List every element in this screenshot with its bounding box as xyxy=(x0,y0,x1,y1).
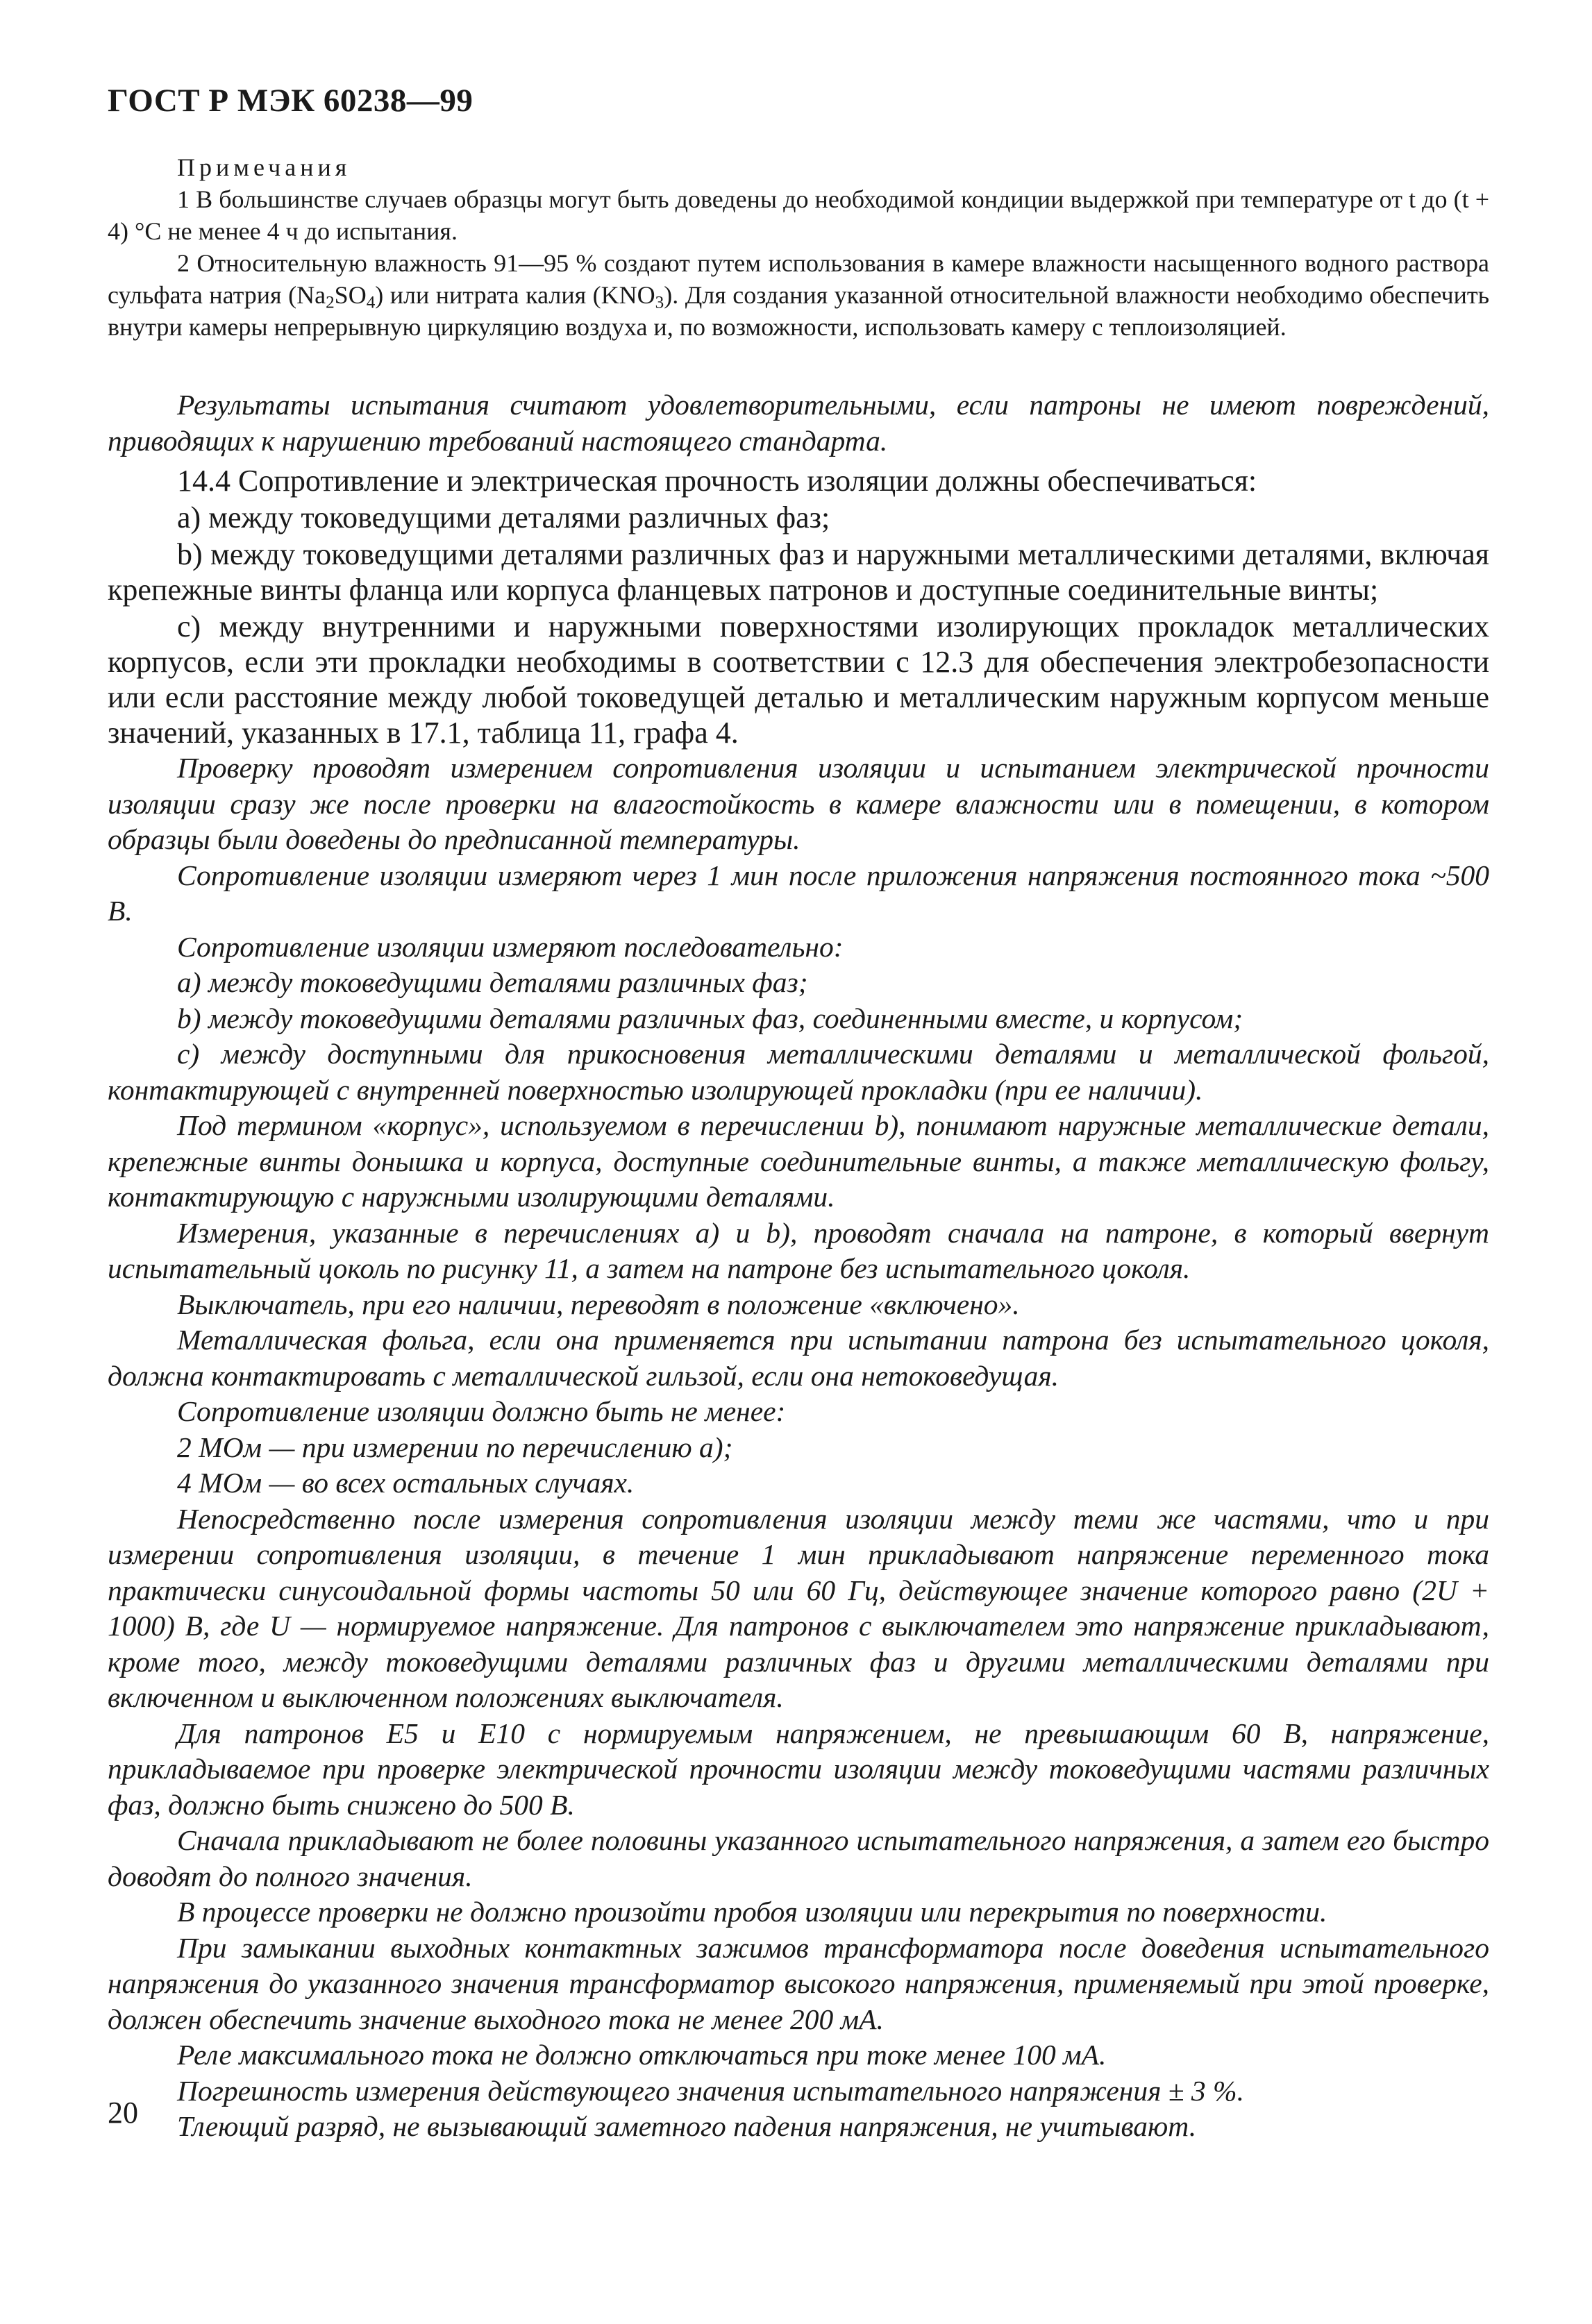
page-number: 20 xyxy=(108,2096,138,2130)
paragraph: Результаты испытания считают удовлетворительными, если патроны не имеют повреждений, приводящих к нарушению требований настоящего стандарта. xyxy=(108,389,1489,457)
list-item-a: а) между токоведущими деталями различных фаз; xyxy=(177,966,808,998)
notes-block xyxy=(108,151,1489,343)
note-1: 1 В большинстве случаев образцы могут быть доведены до необходимой кондиции выдержкой при температуре от t до (t + 4) °С не менее 4 ч до испытания. xyxy=(108,185,1489,245)
paragraph: 4 МОм — во всех остальных случаях. xyxy=(177,1467,635,1499)
main-text xyxy=(108,387,1489,2145)
paragraph: Сопротивление изоляции измеряют через 1 мин после приложения напряжения постоянного тока ~500 В. xyxy=(108,859,1489,927)
list-item-b: b) между токоведущими деталями различных фаз, соединенными вместе, и корпусом; xyxy=(177,1002,1243,1034)
paragraph: При замыкании выходных контактных зажимов трансформатора после доведения испытательного напряжения до указанного значения трансформатор высокого напряжения, применяемый при этой проверке, должен обеспечить значение выходного тока не менее 200 мА. xyxy=(108,1931,1489,2035)
list-item-a: а) между токоведущими деталями различных фаз; xyxy=(177,500,830,534)
paragraph: Металлическая фольга, если она применяется при испытании патрона без испытательного цоколя, должна контактировать с металлической гильзой, если она нетоковедущая. xyxy=(108,1324,1489,1392)
paragraph: Непосредственно после измерения сопротивления изоляции между теми же частями, что и при измерении сопротивления изоляции, в течение 1 мин прикладывают напряжение переменного тока практически синусоидальной формы частоты 50 или 60 Гц, действующее значение которого равно (2U + 1000) В, где U — нормируемое напряжение. Для патронов с выключателем это напряжение прикладывают, кроме того, между токоведущими деталями различных фаз и другими металлическими деталями при включенном и выключенном положениях выключателя. xyxy=(108,1502,1489,1713)
list-item-c: с) между доступными для прикосновения металлическими деталями и металлической фольгой, контактирующей с внутренней поверхностью изолирующей прокладки (при ее наличии). xyxy=(108,1038,1489,1106)
paragraph: Проверку проводят измерением сопротивления изоляции и испытанием электрической прочности изоляции сразу же после проверки на влагостойкость в камере влажности или в помещении, в котором образцы были доведены до предписанной температуры. xyxy=(108,752,1489,855)
document-header: ГОСТ Р МЭК 60238—99 xyxy=(108,83,474,119)
paragraph: Сначала прикладывают не более половины указанного испытательного напряжения, а затем его быстро доводят до полного значения. xyxy=(108,1824,1489,1892)
list-item-c: с) между внутренними и наружными поверхностями изолирующих прокладок металлических корпусов, если эти прокладки необходимы в соответствии с 12.3 для обеспечения электробезопасности или если расстояние между любой токоведущей деталью и металлическим наружным корпусом меньше значений, указанных в 17.1, таблица 11, графа 4. xyxy=(108,609,1489,750)
paragraph: Для патронов Е5 и Е10 с нормируемым напряжением, не превышающим 60 В, напряжение, прикладываемое при проверке электрической прочности изоляции между токоведущими частями различных фаз, должно быть снижено до 500 В. xyxy=(108,1717,1489,1821)
paragraph: Сопротивление изоляции должно быть не менее: xyxy=(177,1395,786,1427)
notes-title: Примечания xyxy=(177,153,351,181)
paragraph: 2 МОм — при измерении по перечислению а); xyxy=(177,1431,733,1463)
clause-14-4: 14.4 Сопротивление и электрическая прочность изоляции должны обеспечиваться: xyxy=(177,464,1257,498)
paragraph: Измерения, указанные в перечислениях а) и b), проводят сначала на патроне, в который ввернут испытательный цоколь по рисунку 11, а затем на патроне без испытательного цоколя. xyxy=(108,1216,1489,1284)
paragraph: Выключатель, при его наличии, переводят в положение «включено». xyxy=(177,1288,1020,1320)
paragraph: Реле максимального тока не должно отключаться при токе менее 100 мА. xyxy=(177,2039,1107,2071)
paragraph: Под термином «корпус», используемом в перечислении b), понимают наружные металлические детали, крепежные винты донышка и корпуса, доступные соединительные винты, а также металлическую фольгу, контактирующую с наружными изолирующими деталями. xyxy=(108,1109,1489,1213)
paragraph: Тлеющий разряд, не вызывающий заметного падения напряжения, не учитывают. xyxy=(177,2110,1197,2142)
paragraph: Погрешность измерения действующего значения испытательного напряжения ± 3 %. xyxy=(177,2074,1244,2107)
paragraph: В процессе проверки не должно произойти пробоя изоляции или перекрытия по поверхности. xyxy=(177,1896,1327,1928)
paragraph: Сопротивление изоляции измеряют последовательно: xyxy=(177,930,844,963)
list-item-b: b) между токоведущими деталями различных фаз и наружными металлическими деталями, включая крепежные винты фланца или корпуса фланцевых патронов и доступные соединительные винты; xyxy=(108,537,1489,607)
note-2: 2 Относительную влажность 91—95 % создают путем использования в камере влажности насыщенного водного раствора сульфата натрия $(Na_2SO_4)$ или нитрата калия $(KNO_3)$. Для создания указанной относительной влажности необходимо обеспечить внутри камеры непрерывную циркуляцию воздуха и, по возможности, использовать камеру с теплоизоляцией. xyxy=(108,249,1489,341)
